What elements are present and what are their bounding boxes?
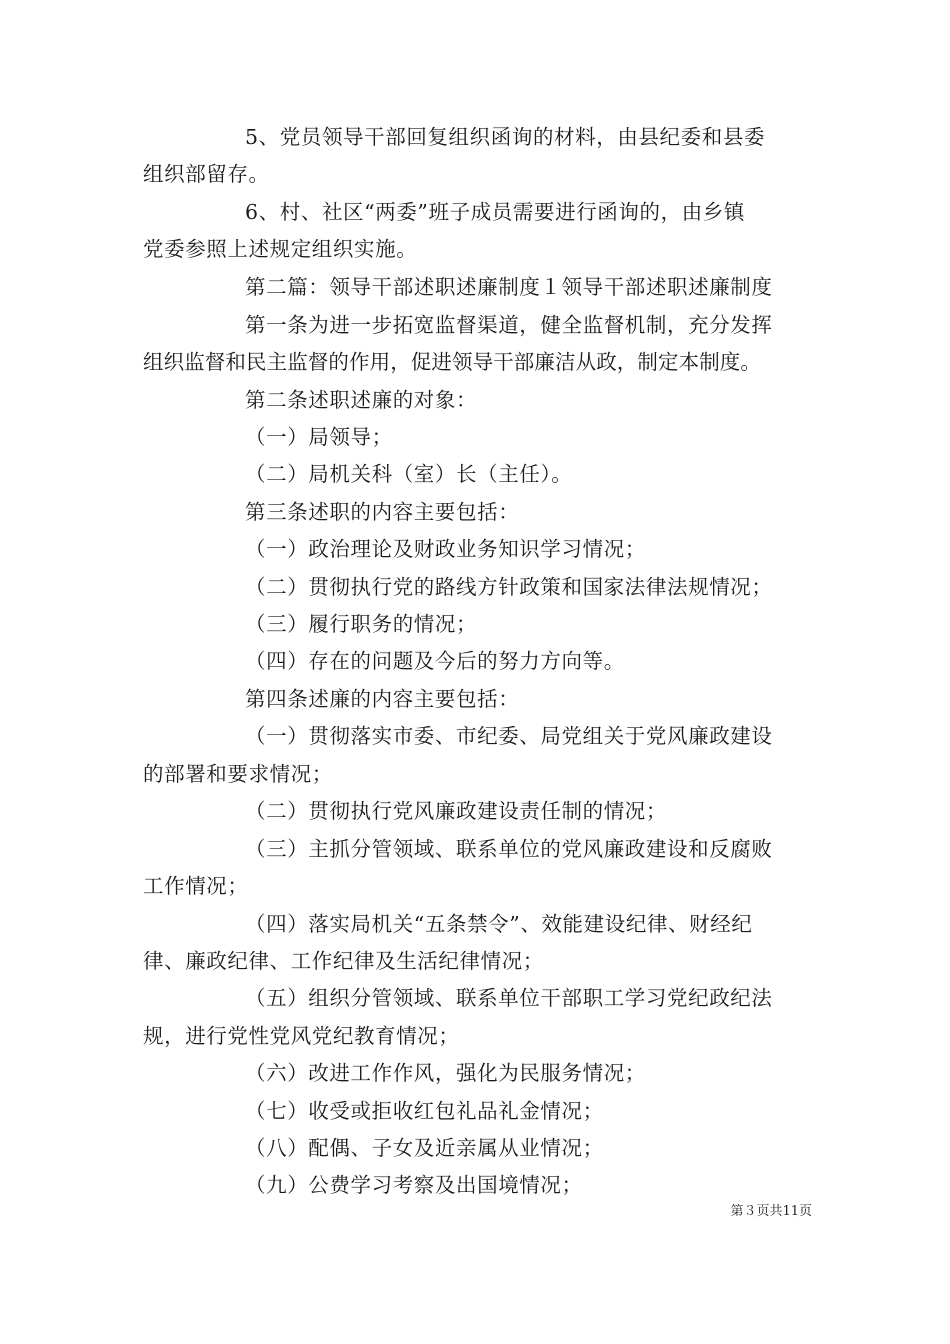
- text-line: （九）公费学习考察及出国境情况；: [245, 1173, 583, 1197]
- text-line: （二）贯彻执行党风廉政建设责任制的情况；: [245, 799, 667, 823]
- page-number: 第３页共11页: [730, 1204, 812, 1219]
- text-line: 党委参照上述规定组织实施。: [143, 237, 418, 261]
- text-line: 第四条述廉的内容主要包括：: [245, 687, 520, 711]
- text-line: 5、党员领导干部回复组织函询的材料，由县纪委和县委: [245, 125, 766, 149]
- text-line: （六）改进工作作风，强化为民服务情况；: [245, 1061, 646, 1085]
- text-line: 第三条述职的内容主要包括：: [245, 500, 520, 524]
- text-line: （二）局机关科（室）长（主任）。: [245, 462, 573, 486]
- text-line: 第一条为进一步拓宽监督渠道，健全监督机制，充分发挥: [245, 313, 773, 337]
- text-line: （一）政治理论及财政业务知识学习情况；: [245, 537, 646, 561]
- text-line: 的部署和要求情况；: [143, 762, 333, 786]
- text-line: 6、村、社区“两委”班子成员需要进行函询的，由乡镇: [245, 200, 746, 224]
- text-line: （八）配偶、子女及近亲属从业情况；: [245, 1136, 604, 1160]
- text-line: （三）履行职务的情况；: [245, 612, 478, 636]
- text-line: 规，进行党性党风党纪教育情况；: [143, 1024, 460, 1048]
- text-line: （四）落实局机关“五条禁令”、效能建设纪律、财经纪: [245, 912, 753, 936]
- text-line: 第二条述职述廉的对象：: [245, 388, 478, 412]
- text-line: （四）存在的问题及今后的努力方向等。: [245, 649, 625, 673]
- text-line: （五）组织分管领域、联系单位干部职工学习党纪政纪法: [245, 986, 773, 1010]
- text-line: （一）贯彻落实市委、市纪委、局党组关于党风廉政建设: [245, 724, 773, 748]
- text-line: 组织监督和民主监督的作用，促进领导干部廉洁从政，制定本制度。: [143, 350, 761, 374]
- text-line: （一）局领导；: [245, 425, 393, 449]
- section-heading: 第二篇：领导干部述职述廉制度１领导干部述职述廉制度: [245, 275, 773, 299]
- text-line: 工作情况；: [143, 874, 249, 898]
- text-line: 组织部留存。: [143, 162, 270, 186]
- text-line: 律、廉政纪律、工作纪律及生活纪律情况；: [143, 949, 544, 973]
- text-line: （七）收受或拒收红包礼品礼金情况；: [245, 1099, 604, 1123]
- text-line: （三）主抓分管领域、联系单位的党风廉政建设和反腐败: [245, 837, 773, 861]
- text-line: （二）贯彻执行党的路线方针政策和国家法律法规情况；: [245, 575, 773, 599]
